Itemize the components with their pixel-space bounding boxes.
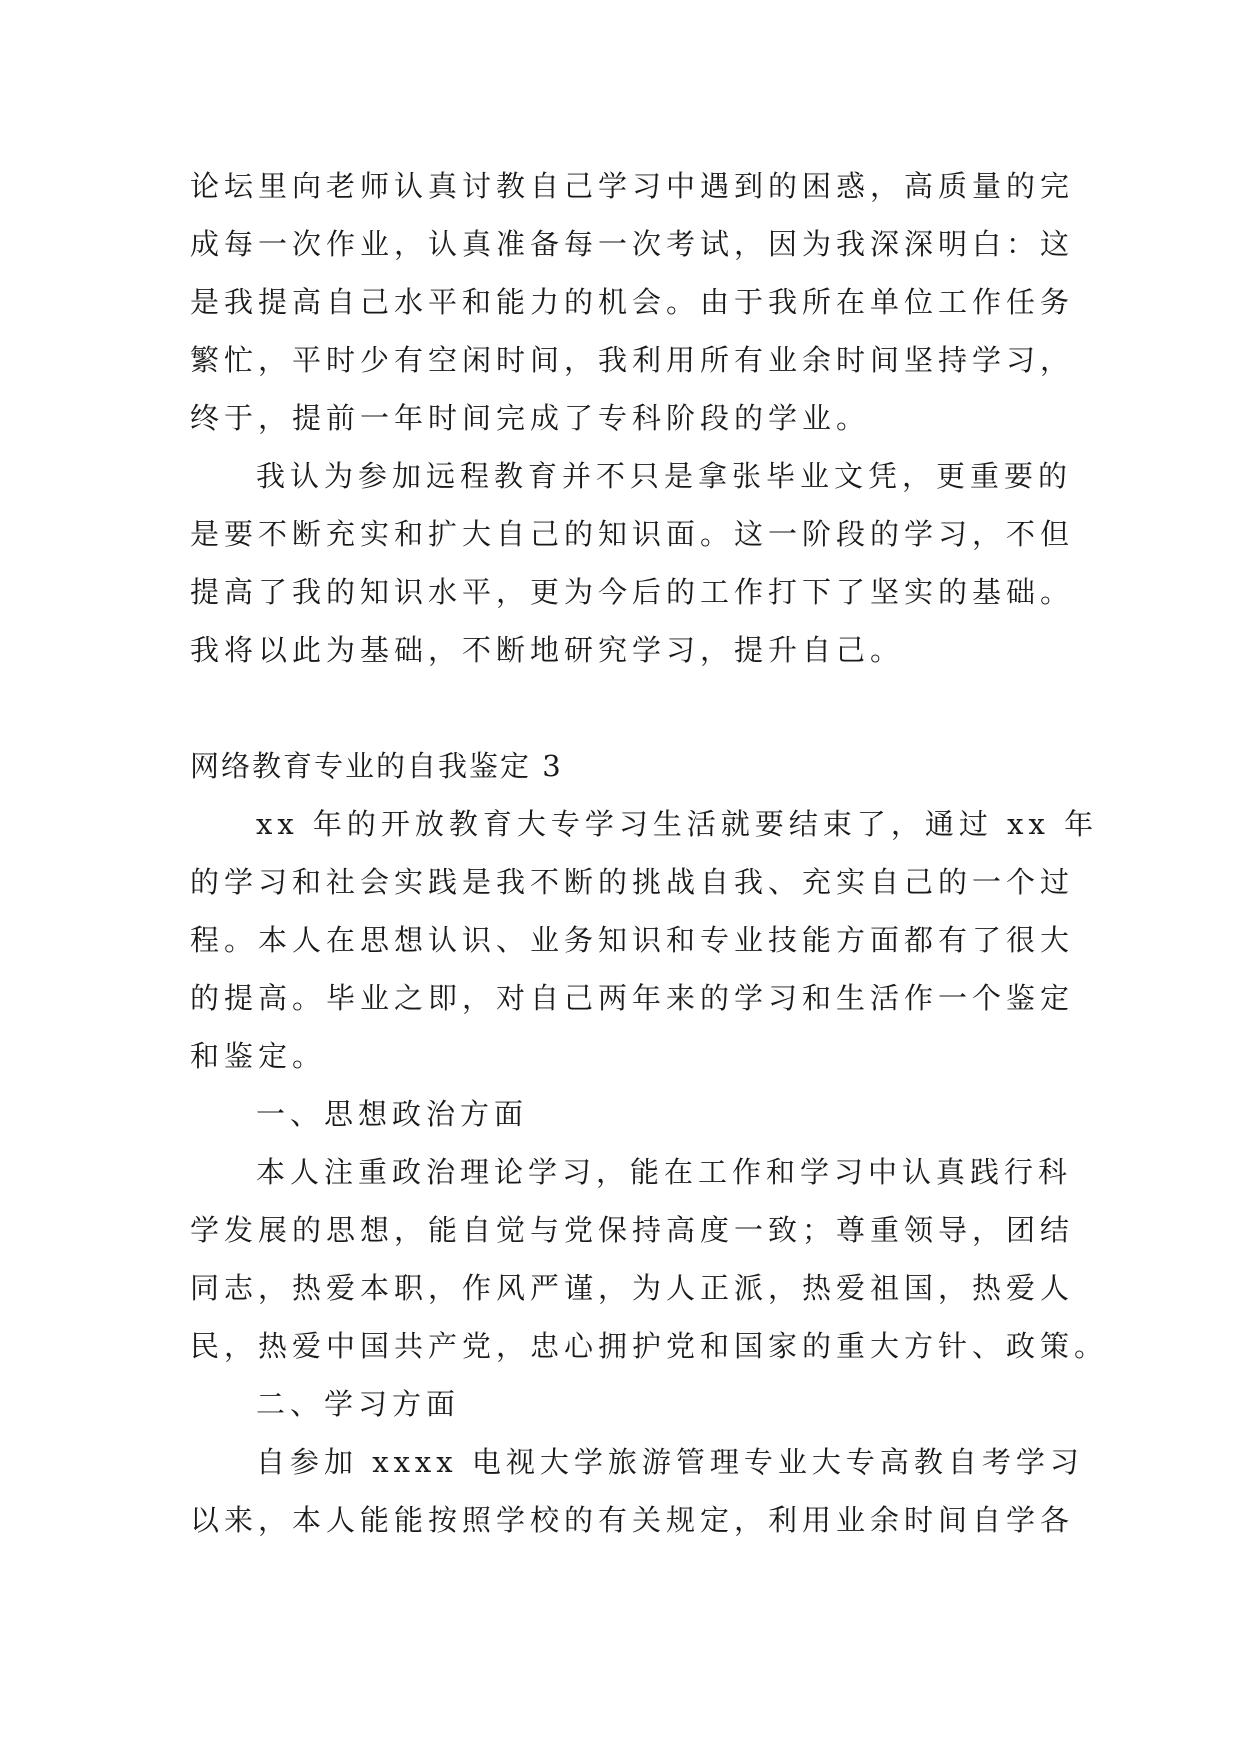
paragraph-line: 提高了我的知识水平，更为今后的工作打下了坚实的基础。 <box>190 575 1075 609</box>
paragraph-line: 成每一次作业，认真准备每一次考试，因为我深深明白：这 <box>190 227 1075 261</box>
paragraph-line: 以来，本人能能按照学校的有关规定，利用业余时间自学各 <box>190 1503 1075 1537</box>
paragraph-line: 终于，提前一年时间完成了专科阶段的学业。 <box>190 401 871 435</box>
paragraph-line: 我将以此为基础，不断地研究学习，提升自己。 <box>190 633 905 667</box>
section-heading: 网络教育专业的自我鉴定 3 <box>190 749 563 783</box>
paragraph-line: 的学习和社会实践是我不断的挑战自我、充实自己的一个过 <box>190 865 1075 899</box>
paragraph-line: xx 年的开放教育大专学习生活就要结束了，通过 xx 年 <box>256 807 1099 841</box>
paragraph-line: 是我提高自己水平和能力的机会。由于我所在单位工作任务 <box>190 285 1075 319</box>
paragraph-line: 同志，热爱本职，作风严谨，为人正派，热爱祖国，热爱人 <box>190 1271 1075 1305</box>
paragraph-line: 程。本人在思想认识、业务知识和专业技能方面都有了很大 <box>190 923 1075 957</box>
paragraph-line: 本人注重政治理论学习，能在工作和学习中认真践行科 <box>256 1155 1073 1189</box>
paragraph-line: 是要不断充实和扩大自己的知识面。这一阶段的学习，不但 <box>190 517 1075 551</box>
paragraph-line: 民，热爱中国共产党，忠心拥护党和国家的重大方针、政策。 <box>190 1329 1109 1363</box>
paragraph-line: 论坛里向老师认真讨教自己学习中遇到的困惑，高质量的完 <box>190 169 1075 203</box>
paragraph-line: 繁忙，平时少有空闲时间，我利用所有业余时间坚持学习， <box>190 343 1075 377</box>
subheading: 二、学习方面 <box>256 1387 461 1421</box>
paragraph-line: 和鉴定。 <box>190 1039 327 1073</box>
paragraph-line: 学发展的思想，能自觉与党保持高度一致；尊重领导，团结 <box>190 1213 1075 1247</box>
paragraph-line: 自参加 xxxx 电视大学旅游管理专业大专高教自考学习 <box>256 1445 1084 1479</box>
subheading: 一、思想政治方面 <box>256 1097 529 1131</box>
paragraph-line: 我认为参加远程教育并不只是拿张毕业文凭，更重要的 <box>256 459 1073 493</box>
paragraph-line: 的提高。毕业之即，对自己两年来的学习和生活作一个鉴定 <box>190 981 1075 1015</box>
